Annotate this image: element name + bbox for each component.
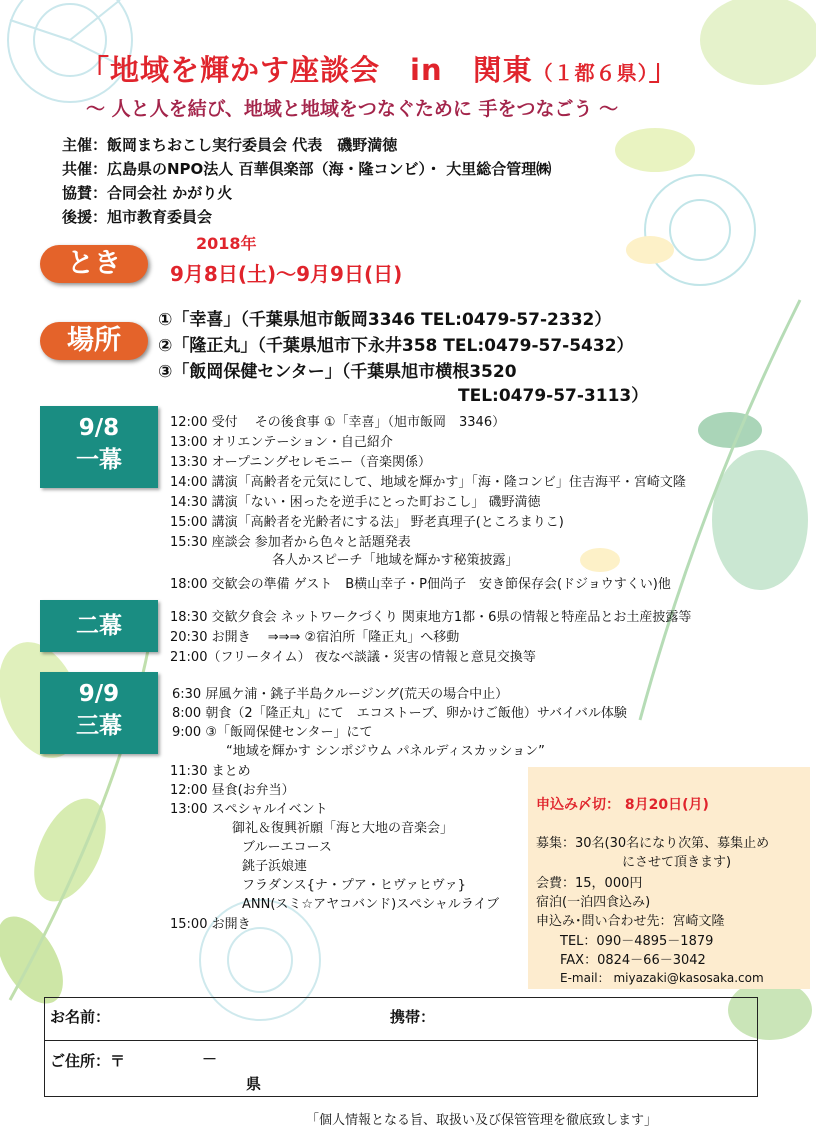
postal-dash: －	[202, 1050, 218, 1068]
privacy-notice: 「個人情報となる旨、取扱い及び保管管理を徹底致します」	[306, 1113, 658, 1128]
act1-date: 9/8	[78, 415, 120, 441]
act1-title: 一幕	[76, 447, 122, 473]
venue-1: ①「幸喜」（千葉県旭市飯岡3346 TEL:0479-57-2332）	[158, 310, 612, 330]
schedule-item: 14:30 講演「ない・困ったを逆手にとった町おこし」 磯野満徳	[170, 495, 541, 510]
schedule-item: 15:00 講演「高齢者を光齢者にする法」 野老真理子(ところまりこ)	[170, 515, 564, 530]
organizer-cohost: 共催：広島県のNPO法人 百華倶楽部（海・隆コンビ）・ 大里総合管理㈱	[62, 160, 552, 178]
schedule-item: 20:30 お開き ⇒⇒⇒ ②宿泊所「隆正丸」へ移動	[170, 630, 460, 645]
place-label: 場所	[40, 322, 148, 360]
application-deadline: 申込み〆切： 8月20日(月)	[536, 797, 709, 813]
schedule-item: 18:00 交歓会の準備 ゲスト B横山幸子・P佃尚子 安き節保存会(ドジョウすくい)他	[170, 577, 671, 592]
schedule-item: 13:30 オープニングセレモニー（音楽関係）	[170, 455, 432, 470]
schedule-item: フラダンス{ナ・プア・ヒヴァヒヴァ}	[242, 878, 466, 893]
organizer-host: 主催：飯岡まちおこし実行委員会 代表 磯野満徳	[62, 136, 398, 154]
schedule-item: 13:00 スペシャルイベント	[170, 802, 328, 817]
title-region: （１都６県）	[532, 61, 649, 85]
event-title	[80, 48, 679, 89]
act3-title: 三幕	[76, 713, 122, 739]
application-line: 募集：30名(30名になり次第、募集止め	[536, 836, 770, 851]
application-line: にさせて頂きます)	[622, 855, 732, 870]
address-field-label[interactable]: ご住所：〒	[50, 1052, 126, 1070]
venue-3: ③「飯岡保健センター」（千葉県旭市横根3520	[158, 362, 517, 382]
schedule-item: 14:00 講演「高齢者を元気にして、地域を輝かす」「海・隆コンビ」住吉海平・宮崎文隆	[170, 475, 686, 490]
schedule-item: 21:00（フリータイム） 夜なべ談議・災害の情報と意見交換等	[170, 650, 536, 665]
contact-tel: TEL：090－4895－1879	[560, 934, 714, 949]
act3-date: 9/9	[78, 681, 120, 707]
act2-title: 二幕	[76, 613, 122, 639]
schedule-item: 18:30 交歓夕食会 ネットワークづくり 関東地方1都・6県の情報と特産品とお土産披露等	[170, 610, 692, 625]
title-main: 「地域を輝かす座談会 in 関東	[80, 53, 533, 87]
act1-tab	[40, 406, 158, 488]
act3-tab	[40, 672, 158, 754]
schedule-item: 13:00 オリエンテーション・自己紹介	[170, 435, 393, 450]
act2-tab	[40, 600, 158, 652]
venue-2: ②「隆正丸」（千葉県旭市下永井358 TEL:0479-57-5432）	[158, 336, 634, 356]
organizer-support: 後援：旭市教育委員会	[62, 208, 213, 226]
schedule-item: 11:30 まとめ	[170, 764, 251, 779]
application-fee: 会費：15，000円	[536, 876, 643, 891]
organizer-sponsor: 協賛：合同会社 かがり火	[62, 184, 233, 202]
name-field-label[interactable]: お名前：	[50, 1008, 111, 1026]
mobile-field-label[interactable]: 携帯：	[390, 1008, 436, 1026]
venue-3-tel: TEL:0479-57-3113）	[458, 386, 649, 406]
application-line: 宿泊(一泊四食込み)	[536, 895, 651, 910]
schedule-item: “地域を輝かす シンポジウム パネルディスカッション”	[226, 744, 545, 759]
event-year: 2018年	[196, 234, 257, 253]
schedule-item: 15:00 お開き	[170, 917, 251, 932]
schedule-item: 12:00 昼食(お弁当）	[170, 783, 295, 798]
event-subtitle: ～ 人と人を結び、地域と地域をつなぐために 手をつなごう ～	[86, 98, 619, 120]
application-contact: 申込み･問い合わせ先：宮崎文隆	[536, 914, 725, 929]
prefecture-label: 県	[246, 1075, 262, 1093]
schedule-item: ブルーエコース	[242, 840, 332, 855]
schedule-item: 各人かスピーチ「地域を輝かす秘策披露」	[272, 553, 519, 568]
schedule-item: 8:00 朝食（2「隆正丸」にて エコストーブ、卵かけご飯他）サバイバル体験	[172, 706, 627, 721]
event-dates: 9月8日(土)～9月9日(日)	[170, 262, 403, 286]
schedule-item: 15:30 座談会 参加者から色々と話題発表	[170, 535, 411, 550]
schedule-item: 6:30 屏風ケ浦・銚子半島クルージング(荒天の場合中止）	[172, 687, 509, 702]
contact-fax: FAX：0824－66－3042	[560, 953, 706, 968]
form-divider	[45, 1040, 757, 1041]
when-label: とき	[40, 245, 148, 283]
schedule-item: 銚子浜娘連	[242, 859, 308, 874]
title-close-bracket: 」	[648, 53, 679, 87]
schedule-item: 御礼＆復興祈願「海と大地の音楽会」	[232, 821, 454, 836]
schedule-item: 12:00 受付 その後食事 ①「幸喜」（旭市飯岡 3346）	[170, 415, 506, 430]
schedule-item: 9:00 ③「飯岡保健センター」にて	[172, 725, 373, 740]
schedule-item: ANN(スミ☆アヤコバンド)スペシャルライブ	[242, 897, 500, 912]
contact-email: E-mail： miyazaki@kasosaka.com	[560, 971, 764, 985]
